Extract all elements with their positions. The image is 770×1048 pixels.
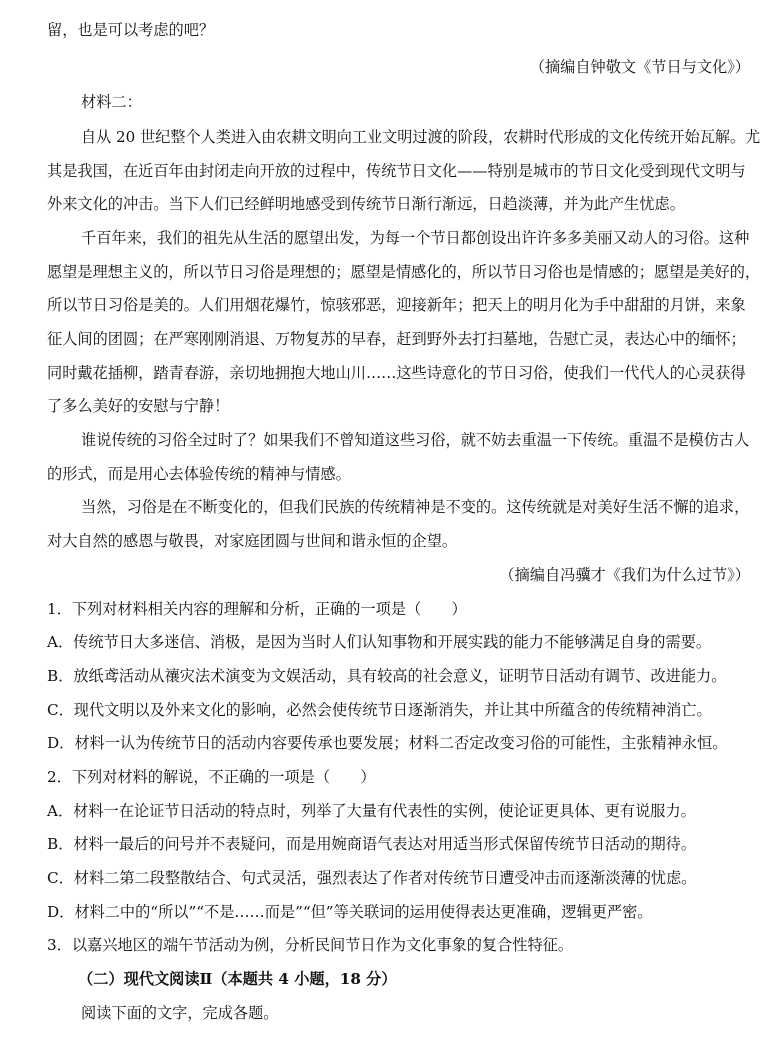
carryover-line: 留，也是可以考虑的吧？	[47, 21, 215, 39]
paragraph-1-line: 自从 20 世纪整个人类进入由农耕文明向工业文明过渡的阶段，农耕时代形成的文化传统开始瓦解。尤	[81, 128, 761, 146]
paragraph-2-line: 了多么美好的安慰与宁静！	[47, 397, 230, 415]
question-1-option-d: D．材料一认为传统节日的活动内容要传承也要发展；材料二否定改变习俗的可能性，主张精神永恒。	[47, 734, 728, 752]
source-citation-2: （摘编自冯骥才《我们为什么过节》）	[499, 566, 750, 584]
paragraph-1-line: 外来文化的冲击。当下人们已经鲜明地感受到传统节日渐行渐远，日趋淡薄，并为此产生忧虑。	[47, 195, 685, 213]
paragraph-1-line: 其是我国，在近百年由封闭走向开放的过程中，传统节日文化——特别是城市的节日文化受到现代文明与	[47, 162, 746, 180]
question-2-option-c: C．材料二第二段整散结合、句式灵活，强烈表达了作者对传统节日遭受冲击而逐渐淡薄的忧虑。	[47, 869, 697, 887]
question-2-option-a: A．材料一在论证节日活动的特点时，列举了大量有代表性的实例，使论证更具体、更有说服力。	[47, 802, 696, 820]
question-2: 2．下列对材料的解说，不正确的一项是（ ）	[47, 768, 376, 786]
question-3: 3．以嘉兴地区的端午节活动为例，分析民间节日作为文化事象的复合性特征。	[47, 936, 574, 954]
source-citation-1: （摘编自钟敬文《节日与文化》）	[529, 58, 750, 76]
paragraph-4-line: 当然，习俗是在不断变化的，但我们民族的传统精神是不变的。这传统就是对美好生活不懈的追求，	[81, 498, 750, 516]
question-2-option-d: D．材料二中的“所以”“不是……而是”“但”等关联词的运用使得表达更准确，逻辑更严密。	[47, 903, 653, 921]
question-1-option-c: C．现代文明以及外来文化的影响，必然会使传统节日逐渐消失，并让其中所蕴含的传统精神消亡。	[47, 701, 712, 719]
paragraph-3-line: 谁说传统的习俗全过时了？如果我们不曾知道这些习俗，就不妨去重温一下传统。重温不是模仿古人	[81, 431, 750, 449]
paragraph-2-line: 同时戴花插柳，踏青春游，亲切地拥抱大地山川……这些诗意化的节日习俗，使我们一代代人的心灵获得	[47, 364, 746, 382]
question-1: 1．下列对材料相关内容的理解和分析，正确的一项是（ ）	[47, 600, 467, 618]
question-1-option-b: B．放纸鸢活动从禳灾法术演变为文娱活动，具有较高的社会意义，证明节日活动有调节、改进能力。	[47, 667, 727, 685]
paragraph-2-line: 征人间的团圆；在严寒刚刚消退、万物复苏的早春，赶到野外去打扫墓地，告慰亡灵，表达心中的缅怀；	[47, 330, 746, 348]
section-heading: （二）现代文阅读Ⅱ（本题共 4 小题，18 分）	[78, 970, 397, 988]
paragraph-2-line: 千百年来，我们的祖先从生活的愿望出发，为每一个节日都创设出许许多多美丽又动人的习俗。这种	[81, 229, 750, 247]
question-2-option-b: B．材料一最后的问号并不表疑问，而是用婉商语气表达对用适当形式保留传统节日活动的期待。	[47, 835, 697, 853]
question-1-option-a: A．传统节日大多迷信、消极，是因为当时人们认知事物和开展实践的能力不能够满足自身的需要。	[47, 633, 712, 651]
paragraph-4-line: 对大自然的感恩与敬畏，对家庭团圆与世间和谐永恒的企望。	[47, 532, 458, 550]
paragraph-2-line: 愿望是理想主义的，所以节日习俗是理想的；愿望是情感化的，所以节日习俗也是情感的；愿望是美好的，	[47, 263, 761, 281]
instruction-line: 阅读下面的文字，完成各题。	[81, 1004, 279, 1022]
material-2-heading: 材料二：	[81, 93, 142, 111]
paragraph-3-line: 的形式，而是用心去体验传统的精神与情感。	[47, 465, 351, 483]
paragraph-2-line: 所以节日习俗是美的。人们用烟花爆竹，惊骇邪恶，迎接新年；把天上的明月化为手中甜甜的月饼，来象	[47, 296, 746, 314]
